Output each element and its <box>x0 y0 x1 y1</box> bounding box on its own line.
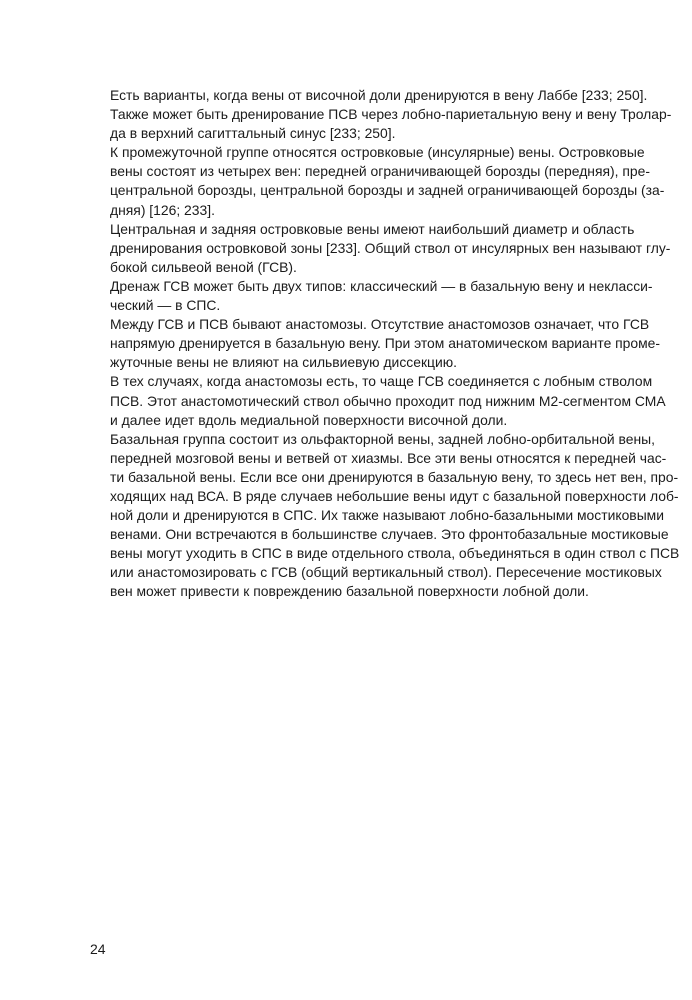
text-line: Центральная и задняя островковые вены имеют наибольший диаметр и область <box>110 220 635 237</box>
text-line: напрямую дренируется в базальную вену. При этом анатомическом варианте проме- <box>110 335 661 352</box>
text-line: ти базальной вены. Если все они дренируются в базальную вену, то здесь нет вен, про- <box>110 468 679 485</box>
text-line: бокой сильвеой веной (ГСВ). <box>110 258 297 275</box>
text-line: жуточные вены не влияют на сильвиевую диссекцию. <box>110 354 458 371</box>
text-line: ческий — в СПС. <box>110 297 221 314</box>
page-number: 24 <box>90 941 106 957</box>
text-line: Также может быть дренирование ПСВ через лобно-париетальную вену и вену Тролар- <box>110 106 672 123</box>
paragraph <box>90 372 666 429</box>
text-line: К промежуточной группе относятся островковые (инсулярные) вены. Островковые <box>110 144 645 161</box>
text-line: Есть варианты, когда вены от височной доли дренируются в вену Лаббе [233; 250]. <box>110 87 648 103</box>
paragraph <box>90 86 672 143</box>
text-line: ПСВ. Этот анастомотический ствол обычно проходит под нижним М2-сегментом СМА <box>110 392 666 409</box>
text-line: да в верхний сагиттальный синус [233; 250]. <box>110 125 396 142</box>
text-line: вены состоят из четырех вен: передней ограничивающей борозды (передняя), пре- <box>110 163 650 180</box>
text-line: Базальная группа состоит из ольфакторной вены, задней лобно-орбитальной вены, <box>110 430 656 447</box>
paragraph <box>90 430 680 602</box>
body-text <box>90 86 680 602</box>
text-line: венами. Они встречаются в большинстве случаев. Это фронтобазальные мостиковые <box>110 526 669 543</box>
text-line: вен может привести к повреждению базальной поверхности лобной доли. <box>110 583 589 600</box>
paragraph <box>90 277 653 315</box>
text-line: ной доли и дренируются в СПС. Их также называют лобно-базальными мостиковыми <box>110 507 664 524</box>
text-line: и далее идет вдоль медиальной поверхности височной доли. <box>110 411 508 428</box>
paragraph <box>90 220 671 277</box>
text-line: дренирования островковой зоны [233]. Общий ствол от инсулярных вен называют глу- <box>110 239 671 256</box>
paragraph <box>90 315 661 372</box>
text-line: вены могут уходить в СПС в виде отдельного ствола, объединяться в один ствол с ПСВ <box>110 545 680 562</box>
paragraph <box>90 143 665 219</box>
text-line: Между ГСВ и ПСВ бывают анастомозы. Отсутствие анастомозов означает, что ГСВ <box>110 316 650 333</box>
text-line: или анастомозировать с ГСВ (общий вертикальный ствол). Пересечение мостиковых <box>110 564 662 581</box>
text-line: передней мозговой вены и ветвей от хиазмы. Все эти вены относятся к передней час- <box>110 449 667 466</box>
text-line: Дренаж ГСВ может быть двух типов: классический — в базальную вену и некласси- <box>110 277 653 294</box>
text-line: В тех случаях, когда анастомозы есть, то чаще ГСВ соединяется с лобным стволом <box>110 373 653 390</box>
text-line: центральной борозды, центральной борозды и задней ограничивающей борозды (за- <box>110 182 665 199</box>
text-line: ходящих над ВСА. В ряде случаев небольшие вены идут с базальной поверхности лоб- <box>110 487 679 504</box>
text-line: дняя) [126; 233]. <box>110 201 215 218</box>
